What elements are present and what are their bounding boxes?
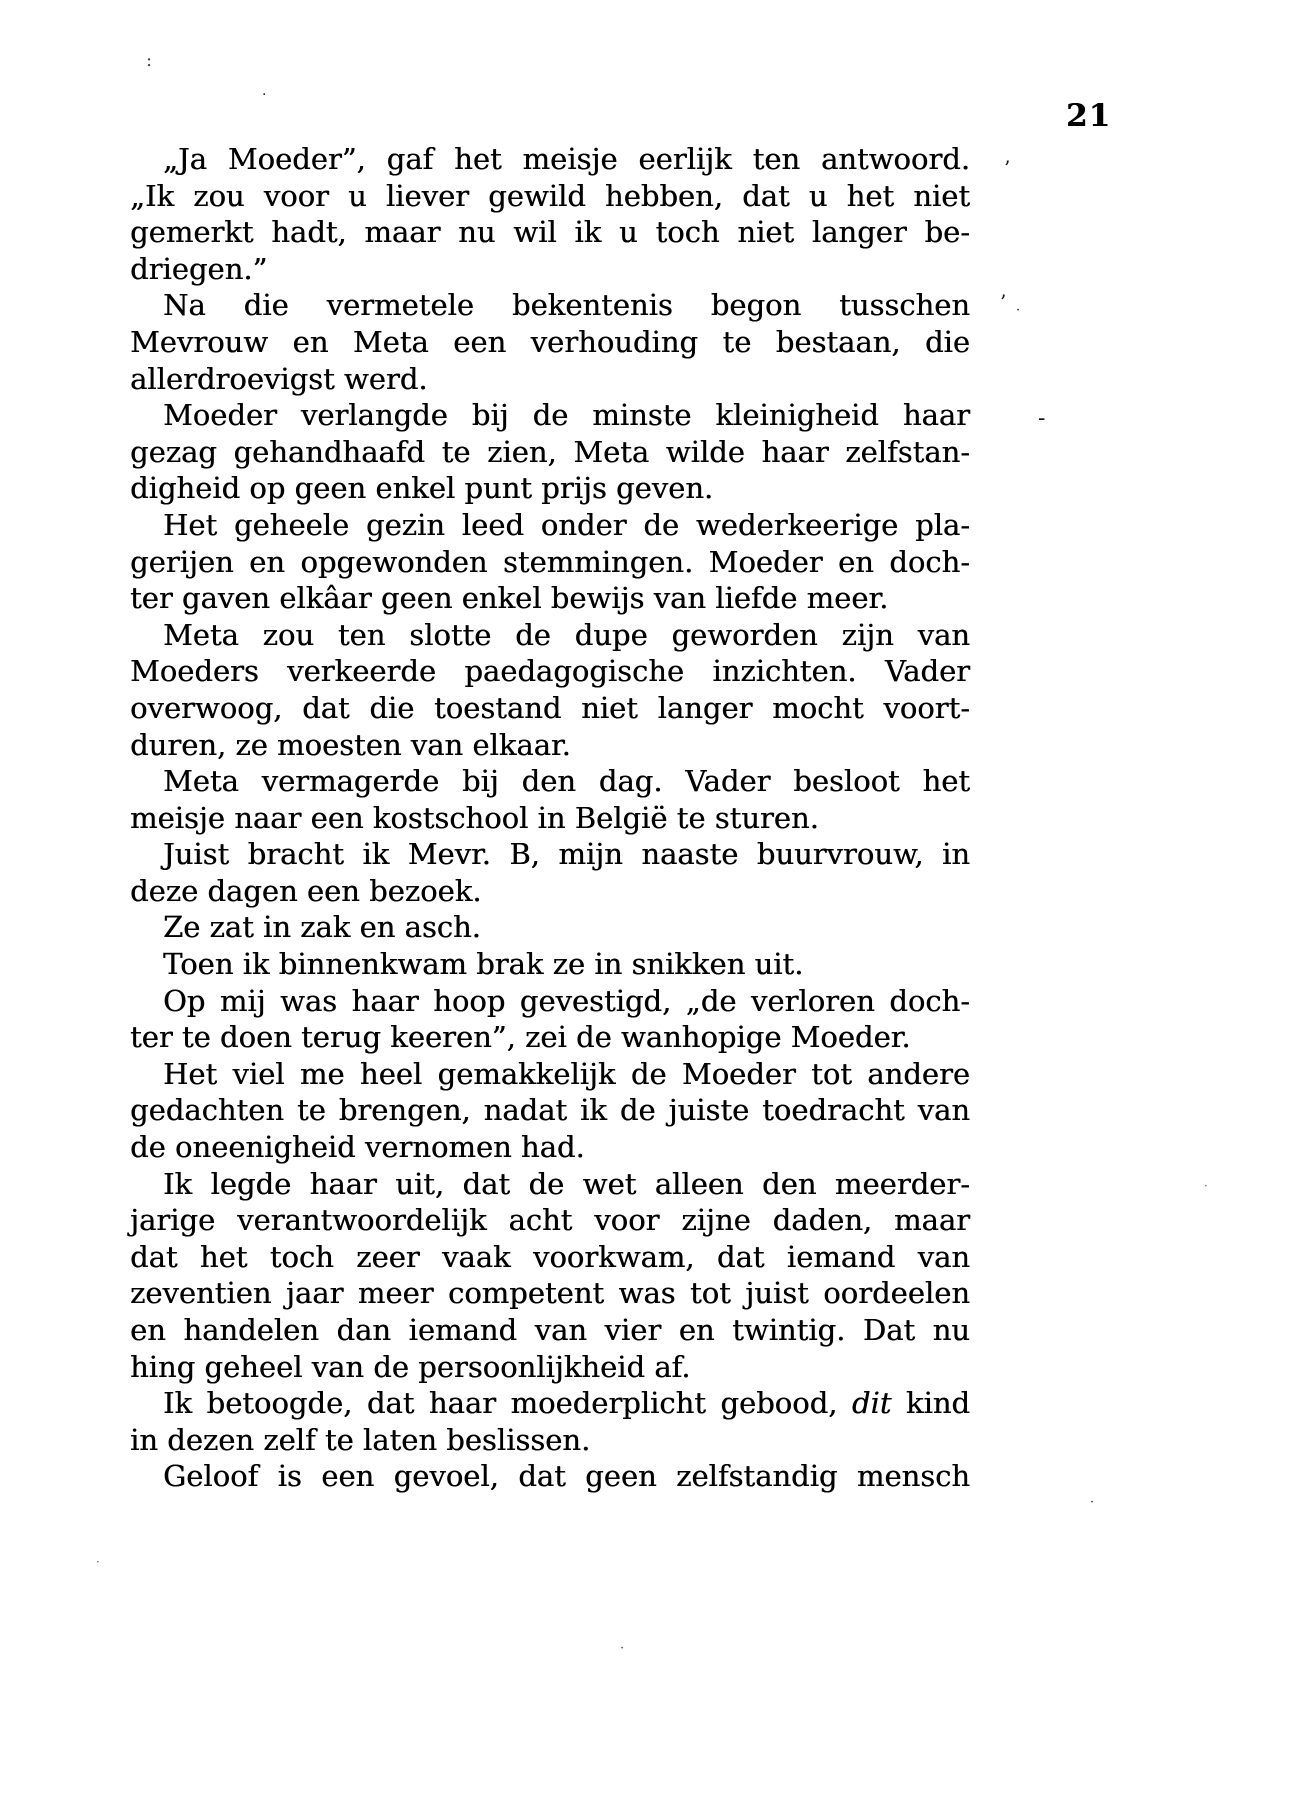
scan-speck: ’ [1004, 156, 1011, 180]
text-line: dat het toch zeer vaak voorkwam, dat iemand van [130, 1239, 970, 1274]
scan-speck: · [620, 1641, 625, 1656]
text-block [130, 141, 970, 1495]
text-line: gedachten te brengen, nadat ik de juiste toedracht van [130, 1093, 970, 1128]
paragraph [130, 287, 970, 397]
text-line: Na die vermetele bekentenis begon tusschen [163, 288, 970, 323]
text-line: „Ik zou voor u liever gewild hebben, dat u het niet [130, 178, 970, 213]
page-number: 21 [1066, 98, 1112, 134]
paragraph [130, 141, 970, 287]
text-line: zeventien jaar meer competent was tot juist oordeelen [130, 1276, 970, 1311]
text-line: de oneenigheid vernomen had. [130, 1130, 585, 1165]
paragraph [130, 983, 970, 1056]
text-line [130, 1385, 970, 1422]
text-line: Ze zat in zak en asch. [163, 910, 481, 945]
emphasized-word: dit [851, 1386, 892, 1421]
scan-speck: · [1016, 303, 1021, 318]
text-line: Het viel me heel gemakkelijk de Moeder tot andere [163, 1056, 970, 1091]
text-line: Moeders verkeerde paedagogische inzichten. Vader [130, 654, 970, 689]
text-line: allerdroevigst werd. [130, 361, 428, 396]
paragraph [130, 617, 970, 763]
text-line: gerijen en opgewonden stemmingen. Moeder en doch- [130, 544, 970, 579]
text-line: Ik legde haar uit, dat de wet alleen den meerder- [163, 1166, 970, 1201]
paragraph [130, 1166, 970, 1386]
scan-speck: · [96, 1555, 100, 1569]
text-line: Juist bracht ik Mevr. B, mijn naaste buurvrouw, in [163, 837, 970, 872]
text-line: gezag gehandhaafd te zien, Meta wilde haar zelfstan- [130, 434, 970, 469]
paragraph [130, 1458, 970, 1495]
text-line: Mevrouw en Meta een verhouding te bestaan, die [130, 324, 970, 359]
text-line: Moeder verlangde bij de minste kleinigheid haar [163, 398, 970, 433]
text-line: duren, ze moesten van elkaar. [130, 727, 571, 762]
text-line: Op mij was haar hoop gevestigd, „de verloren doch- [163, 983, 970, 1018]
paragraph [130, 946, 970, 983]
text-line: Geloof is een gevoel, dat geen zelfstandig mensch [163, 1459, 970, 1494]
text-line: deze dagen een bezoek. [130, 873, 482, 908]
paragraph [130, 1385, 970, 1458]
paragraph [130, 909, 970, 946]
scan-speck: · [262, 87, 267, 103]
paragraph [130, 763, 970, 836]
text-line: ter gaven elkâar geen enkel bewijs van liefde meer. [130, 581, 889, 616]
text-segment: kind [891, 1386, 970, 1421]
text-line: en handelen dan iemand van vier en twintig. Dat nu [130, 1313, 970, 1347]
text-line: Toen ik binnenkwam brak ze in snikken uit. [163, 947, 804, 982]
text-line: digheid op geen enkel punt prijs geven. [130, 471, 714, 506]
paragraph [130, 836, 970, 909]
scan-speck: · [1204, 1179, 1208, 1193]
text-line: jarige verantwoordelijk acht voor zijne daden, maar [130, 1203, 970, 1238]
text-line: „Ja Moeder”, gaf het meisje eerlijk ten antwoord. [163, 142, 970, 176]
text-line: Meta zou ten slotte de dupe geworden zijn van [163, 617, 970, 652]
text-line: Meta vermagerde bij den dag. Vader besloot het [163, 764, 970, 799]
scan-speck: · [1090, 1495, 1095, 1510]
text-line: Het geheele gezin leed onder de wederkeerige pla- [163, 507, 970, 542]
paragraph [130, 1056, 970, 1166]
text-line: overwoog, dat die toestand niet langer mocht voort- [130, 690, 970, 725]
text-line: ter te doen terug keeren”, zei de wanhopige Moeder. [130, 1020, 911, 1055]
text-line: gemerkt hadt, maar nu wil ik u toch niet langer be- [130, 215, 970, 250]
scan-speck: - [1038, 406, 1046, 431]
scan-speck: ’ [1000, 290, 1007, 314]
text-line: in dezen zelf te laten beslissen. [130, 1422, 591, 1457]
paragraph [130, 507, 970, 617]
scan-speck: : [146, 50, 153, 71]
paragraph [130, 397, 970, 507]
text-segment: Ik betoogde, dat haar moederplicht gebood, [163, 1386, 852, 1421]
text-line: driegen.” [130, 251, 268, 286]
text-line: hing geheel van de persoonlijkheid af. [130, 1349, 691, 1384]
text-line: meisje naar een kostschool in België te sturen. [130, 800, 819, 835]
